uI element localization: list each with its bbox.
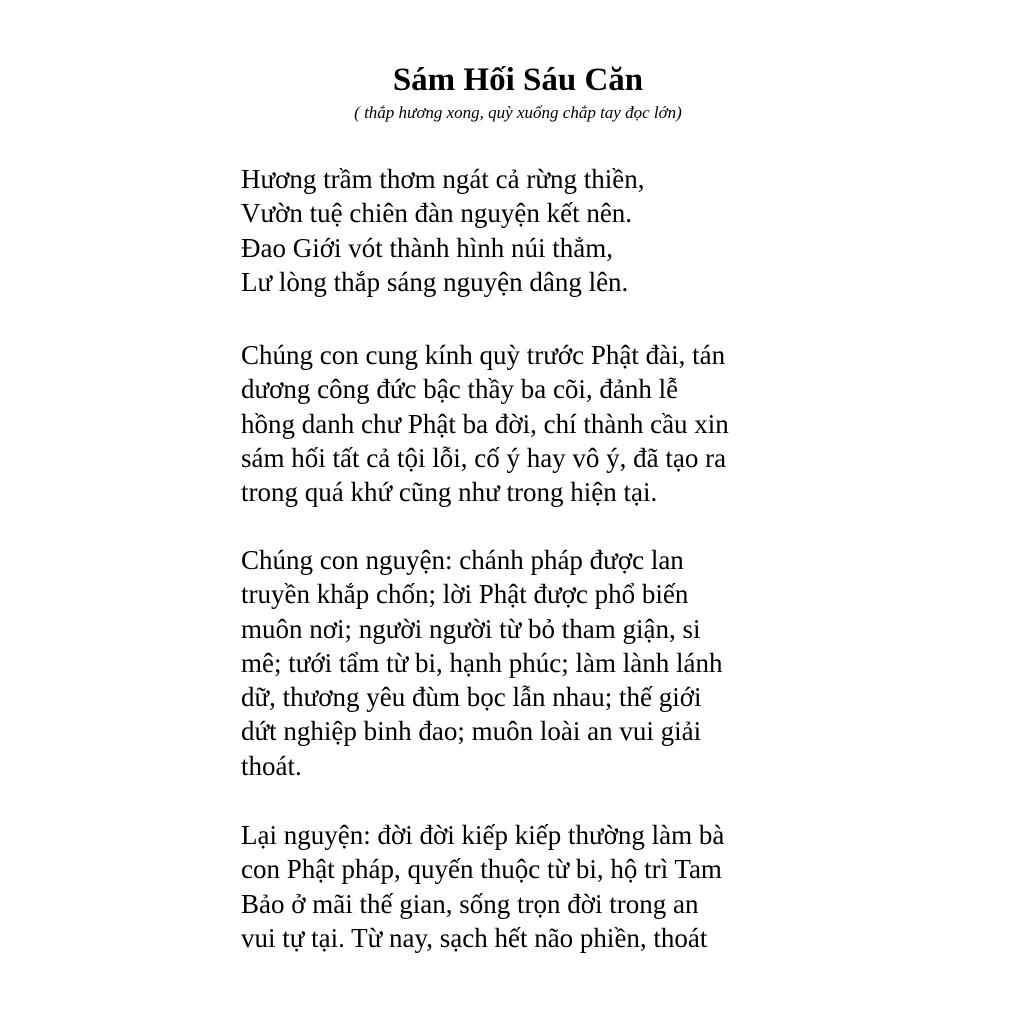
text-line: hồng danh chư Phật ba đời, chí thành cầu xin (241, 408, 729, 439)
text-line: dương công đức bậc thầy ba cõi, đảnh lễ (241, 374, 679, 405)
text-line: Hương trầm thơm ngát cả rừng thiền, (241, 164, 645, 194)
text-line: trong quá khứ cũng như trong hiện tại. (241, 477, 658, 508)
text-line: dứt nghiệp binh đao; muôn loài an vui giải (241, 716, 702, 747)
page-title: Sám Hối Sáu Căn (392, 62, 644, 98)
text-line: Chúng con cung kính quỳ trước Phật đài, tán (241, 340, 726, 370)
stanza-3 (241, 543, 722, 783)
text-line: sám hối tất cả tội lỗi, cố ý hay vô ý, đã tạo ra (241, 442, 727, 473)
stanza-2 (241, 338, 729, 509)
text-line: Lư lòng thắp sáng nguyện dâng lên. (241, 266, 629, 297)
text-line: vui tự tại. Từ nay, sạch hết não phiền, thoát (241, 922, 708, 953)
text-line: Đao Giới vót thành hình núi thẳm, (241, 232, 613, 263)
text-line: mê; tưới tẩm từ bi, hạnh phúc; làm lành lánh (241, 647, 723, 678)
stanza-1 (241, 162, 644, 299)
page-subtitle: ( thắp hương xong, quỳ xuống chắp tay đọc lớn) (354, 103, 682, 122)
text-line: Lại nguyện: đời đời kiếp kiếp thường làm bà (241, 820, 725, 850)
stanza-4 (241, 818, 724, 955)
text-line: thoát. (241, 750, 302, 781)
text-line: Chúng con nguyện: chánh pháp được lan (241, 545, 684, 575)
text-line: con Phật pháp, quyến thuộc từ bi, hộ trì Tam (241, 854, 722, 885)
text-line: Bảo ở mãi thế gian, sống trọn đời trong an (241, 888, 699, 919)
text-line: dữ, thương yêu đùm bọc lẫn nhau; thế giới (241, 682, 702, 713)
text-line: Vườn tuệ chiên đàn nguyện kết nên. (241, 198, 633, 229)
text-line: muôn nơi; người người từ bỏ tham giận, si (241, 613, 701, 644)
text-line: truyền khắp chốn; lời Phật được phổ biến (241, 579, 689, 610)
